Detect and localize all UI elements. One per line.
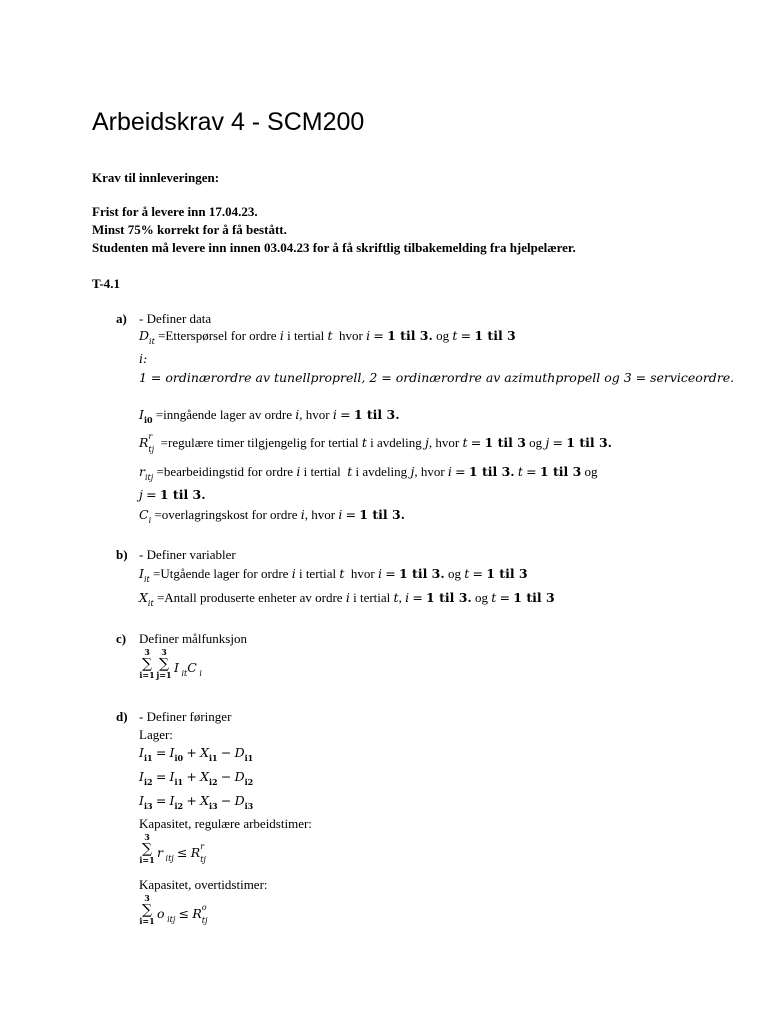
requirement-deadline: Frist for å levere inn 17.04.23. xyxy=(92,204,258,219)
capacity-regular-constraint: r $_{itj}$ ≤ R r tj xyxy=(157,842,206,865)
part-c-label: c) xyxy=(116,631,127,646)
produced-units-definition: $X_{it}$ =Antall produserte enheter av ordre i i tertial t, i = 1 til 3. og t = 1 til 3 xyxy=(139,590,555,608)
capacity-regular-sum: 3 ∑ i=1 xyxy=(139,832,155,865)
capacity-overtime-label: Kapasitet, overtidstimer: xyxy=(139,877,268,892)
storage-constraint-1: $I_{i1} = I_{i0} + X_{i1} - D_{i1}$ xyxy=(139,745,254,763)
regular-hours-definition: R r tj =regulære timer tilgjengelig for tertial t i avdeling j, hvor t = 1 til 3 og j = 1 til 3. xyxy=(139,432,613,455)
requirement-pass: Minst 75% korrekt for å få bestått. xyxy=(92,222,287,237)
objective-terms: I $_{it}$C $_i$ xyxy=(174,660,202,678)
part-a-label: a) xyxy=(116,311,127,326)
objective-sum-j: 3 ∑ j=1 xyxy=(156,647,172,680)
storage-constraint-3: $I_{i3} = I_{i2} + X_{i3} - D_{i3}$ xyxy=(139,793,254,811)
storage-label: Lager: xyxy=(139,727,173,742)
document-title: Arbeidskrav 4 - SCM200 xyxy=(92,108,365,136)
storage-constraint-2: $I_{i2} = I_{i1} + X_{i2} - D_{i2}$ xyxy=(139,769,254,787)
part-b-heading: - Definer variabler xyxy=(139,547,236,562)
part-d-label: d) xyxy=(116,709,128,724)
order-types: 1 = ordinærordre av tunellproprell, 2 = ordinærordre av azimuthpropell og 3 = serviceordre. xyxy=(139,370,735,385)
processing-time-definition: $r_{itj}$ =bearbeidingstid for ordre i i tertial t i avdeling j, hvor i = 1 til 3. t = 1 til 3 og xyxy=(139,464,598,482)
i-label: i: xyxy=(139,351,148,366)
part-a-heading: - Definer data xyxy=(139,311,212,326)
requirements-heading: Krav til innleveringen: xyxy=(92,170,220,185)
part-b-label: b) xyxy=(116,547,128,562)
processing-time-j-range: j = 1 til 3. xyxy=(139,487,206,502)
capacity-regular-label: Kapasitet, regulære arbeidstimer: xyxy=(139,816,312,831)
demand-definition: $D_{it}$ =Etterspørsel for ordre i i tertial t hvor i = 1 til 3. og t = 1 til 3 xyxy=(139,328,516,346)
requirement-feedback: Studenten må levere inn innen 03.04.23 for å få skriftlig tilbakemelding fra hjelpelærer. xyxy=(92,240,576,255)
outgoing-stock-definition: $I_{it}$ =Utgående lager for ordre i i tertial t hvor i = 1 til 3. og t = 1 til 3 xyxy=(139,566,528,584)
task-label: T-4.1 xyxy=(92,276,121,291)
objective-sum-i: 3 ∑ i=1 xyxy=(139,647,155,680)
part-c-heading: Definer målfunksjon xyxy=(139,631,247,646)
initial-stock-definition: $I_{i0}$ =inngående lager av ordre i, hvor i = 1 til 3. xyxy=(139,407,400,425)
capacity-overtime-sum: 3 ∑ i=1 xyxy=(139,893,155,926)
capacity-overtime-constraint: o $_{itj}$ ≤ R o tj xyxy=(157,903,208,926)
storage-cost-definition: $C_i$ =overlagringskost for ordre i, hvor i = 1 til 3. xyxy=(139,507,406,525)
part-d-heading: - Definer føringer xyxy=(139,709,232,724)
